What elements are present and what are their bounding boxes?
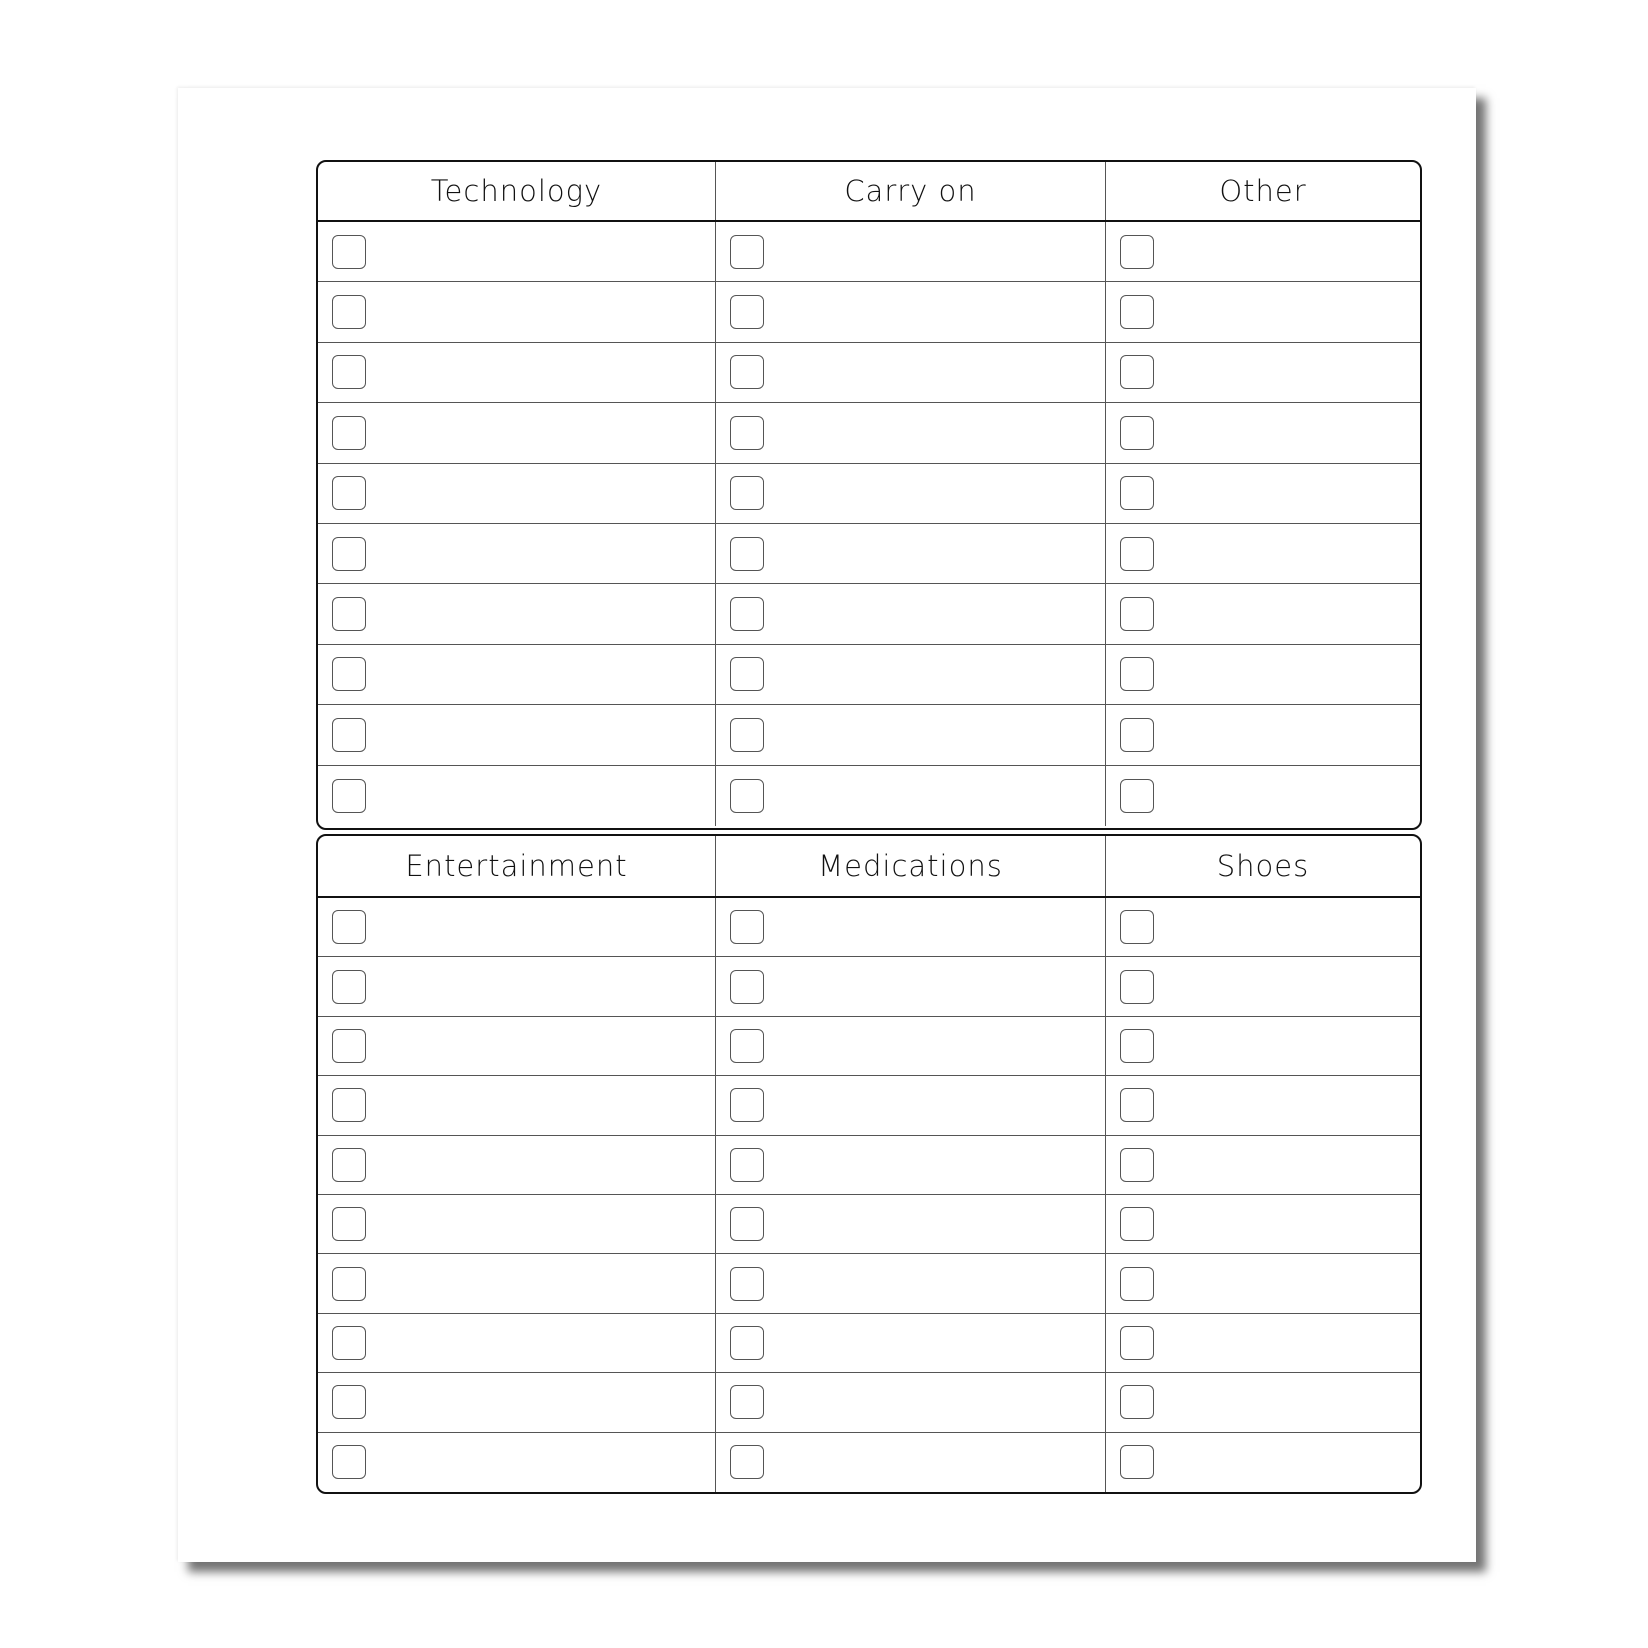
checkbox[interactable]	[332, 597, 366, 631]
checklist-cell	[1106, 282, 1420, 341]
checklist-cell	[318, 1373, 716, 1431]
checkbox[interactable]	[1120, 1088, 1154, 1122]
checklist-cell	[1106, 1314, 1420, 1372]
table-row	[318, 1136, 1420, 1195]
checklist-cell	[318, 1254, 716, 1312]
checklist-cell	[318, 403, 716, 462]
checklist-cell	[318, 766, 716, 826]
checkbox[interactable]	[730, 1207, 764, 1241]
checkbox[interactable]	[332, 657, 366, 691]
checklist-cell	[1106, 524, 1420, 583]
checklist-cell	[1106, 222, 1420, 281]
column-header-carry-on: Carry on	[716, 162, 1106, 220]
column-header-medications: Medications	[716, 836, 1106, 896]
checklist-cell	[716, 524, 1106, 583]
checkbox[interactable]	[1120, 1385, 1154, 1419]
column-header-shoes: Shoes	[1216, 849, 1310, 883]
checklist-cell	[1106, 766, 1420, 826]
table-row	[318, 282, 1420, 342]
checkbox[interactable]	[730, 1029, 764, 1063]
checklist-cell	[1106, 1195, 1420, 1253]
table-row	[318, 645, 1420, 705]
checkbox[interactable]	[1120, 355, 1154, 389]
checklist-cell	[716, 957, 1106, 1015]
checklist-cell	[1106, 1254, 1420, 1312]
table-row	[318, 584, 1420, 644]
checklist-cell	[1106, 1373, 1420, 1431]
checkbox[interactable]	[332, 1207, 366, 1241]
checklist-cell	[716, 1373, 1106, 1431]
checkbox[interactable]	[332, 295, 366, 329]
checklist-cell	[318, 282, 716, 341]
checkbox[interactable]	[1120, 657, 1154, 691]
checkbox[interactable]	[1120, 1148, 1154, 1182]
checkbox[interactable]	[730, 1088, 764, 1122]
checkbox[interactable]	[730, 779, 764, 813]
checkbox[interactable]	[332, 537, 366, 571]
checklist-table-bottom	[316, 834, 1422, 1494]
checkbox[interactable]	[730, 657, 764, 691]
checkbox[interactable]	[332, 1148, 366, 1182]
checkbox[interactable]	[730, 416, 764, 450]
checklist-cell	[716, 343, 1106, 402]
checkbox[interactable]	[332, 476, 366, 510]
table-header-row	[318, 836, 1420, 898]
checkbox[interactable]	[332, 910, 366, 944]
table-header-row	[318, 162, 1420, 222]
checklist-cell	[1106, 584, 1420, 643]
table-row	[318, 1433, 1420, 1492]
checkbox[interactable]	[1120, 1267, 1154, 1301]
table-rows	[318, 898, 1420, 1492]
checklist-cell	[716, 464, 1106, 523]
checklist-cell	[1106, 1433, 1420, 1492]
table-row	[318, 1373, 1420, 1432]
checkbox[interactable]	[332, 235, 366, 269]
checkbox[interactable]	[332, 779, 366, 813]
checklist-cell	[318, 898, 716, 956]
checkbox[interactable]	[1120, 416, 1154, 450]
table-rows	[318, 222, 1420, 826]
checkbox[interactable]	[1120, 970, 1154, 1004]
checklist-cell	[318, 343, 716, 402]
checkbox[interactable]	[1120, 779, 1154, 813]
checkbox[interactable]	[332, 970, 366, 1004]
checklist-cell	[716, 1195, 1106, 1253]
column-header-other: Other	[1219, 174, 1307, 208]
checkbox[interactable]	[1120, 476, 1154, 510]
checklist-cell	[318, 1017, 716, 1075]
checkbox[interactable]	[730, 1326, 764, 1360]
checklist-cell	[716, 584, 1106, 643]
checkbox[interactable]	[1120, 597, 1154, 631]
checkbox[interactable]	[332, 1445, 366, 1479]
checkbox[interactable]	[730, 235, 764, 269]
checkbox[interactable]	[332, 1088, 366, 1122]
checkbox[interactable]	[730, 970, 764, 1004]
checkbox[interactable]	[730, 718, 764, 752]
checklist-cell	[716, 766, 1106, 826]
checkbox[interactable]	[730, 295, 764, 329]
checklist-cell	[716, 222, 1106, 281]
checkbox[interactable]	[332, 416, 366, 450]
checklist-cell	[1106, 957, 1420, 1015]
checkbox[interactable]	[332, 1385, 366, 1419]
checklist-cell	[1106, 705, 1420, 764]
checkbox[interactable]	[1120, 1326, 1154, 1360]
checklist-cell	[318, 524, 716, 583]
table-row	[318, 898, 1420, 957]
checklist-cell	[318, 584, 716, 643]
checkbox[interactable]	[1120, 295, 1154, 329]
table-row	[318, 1314, 1420, 1373]
checkbox[interactable]	[730, 537, 764, 571]
checklist-cell	[318, 1076, 716, 1134]
checkbox[interactable]	[332, 1029, 366, 1063]
checkbox[interactable]	[730, 1445, 764, 1479]
checklist-cell	[716, 1076, 1106, 1134]
checklist-cell	[1106, 645, 1420, 704]
checklist-cell	[1106, 343, 1420, 402]
checkbox[interactable]	[332, 1326, 366, 1360]
table-row	[318, 464, 1420, 524]
checklist-cell	[318, 957, 716, 1015]
checklist-cell	[1106, 403, 1420, 462]
checkbox[interactable]	[332, 718, 366, 752]
checkbox[interactable]	[1120, 910, 1154, 944]
checklist-cell	[716, 403, 1106, 462]
checklist-cell	[716, 1254, 1106, 1312]
checkbox[interactable]	[1120, 235, 1154, 269]
checklist-table-top	[316, 160, 1422, 830]
checklist-cell	[716, 1136, 1106, 1194]
checklist-cell	[318, 645, 716, 704]
checkbox[interactable]	[332, 1267, 366, 1301]
checklist-cell	[318, 1195, 716, 1253]
checkbox[interactable]	[730, 1267, 764, 1301]
checklist-cell	[1106, 464, 1420, 523]
checkbox[interactable]	[730, 1148, 764, 1182]
checkbox[interactable]	[730, 1385, 764, 1419]
table-row	[318, 1076, 1420, 1135]
table-row	[318, 705, 1420, 765]
checklist-cell	[716, 705, 1106, 764]
table-row	[318, 1195, 1420, 1254]
checkbox[interactable]	[730, 476, 764, 510]
checklist-cell	[318, 1136, 716, 1194]
checklist-cell	[318, 222, 716, 281]
checkbox[interactable]	[1120, 1445, 1154, 1479]
checklist-cell	[716, 645, 1106, 704]
checklist-cell	[1106, 898, 1420, 956]
table-row	[318, 1254, 1420, 1313]
checkbox[interactable]	[1120, 537, 1154, 571]
checkbox[interactable]	[1120, 1029, 1154, 1063]
checklist-cell	[1106, 1076, 1420, 1134]
checkbox[interactable]	[730, 355, 764, 389]
checklist-cell	[1106, 1017, 1420, 1075]
table-row	[318, 343, 1420, 403]
checkbox[interactable]	[1120, 1207, 1154, 1241]
checklist-cell	[716, 1433, 1106, 1492]
column-header-entertainment: Entertainment	[318, 836, 716, 896]
checkbox[interactable]	[1120, 718, 1154, 752]
checkbox[interactable]	[730, 597, 764, 631]
checklist-cell	[318, 1314, 716, 1372]
table-row	[318, 766, 1420, 826]
checklist-cell	[318, 705, 716, 764]
column-header-technology: Technology	[318, 162, 716, 220]
checklist-cell	[716, 1017, 1106, 1075]
checkbox[interactable]	[332, 355, 366, 389]
checklist-cell	[716, 282, 1106, 341]
table-row	[318, 1017, 1420, 1076]
checklist-cell	[1106, 1136, 1420, 1194]
checklist-cell	[318, 1433, 716, 1492]
checklist-cell	[318, 464, 716, 523]
table-row	[318, 524, 1420, 584]
checklist-cell	[716, 898, 1106, 956]
checkbox[interactable]	[730, 910, 764, 944]
table-row	[318, 222, 1420, 282]
table-row	[318, 957, 1420, 1016]
checklist-cell	[716, 1314, 1106, 1372]
table-row	[318, 403, 1420, 463]
